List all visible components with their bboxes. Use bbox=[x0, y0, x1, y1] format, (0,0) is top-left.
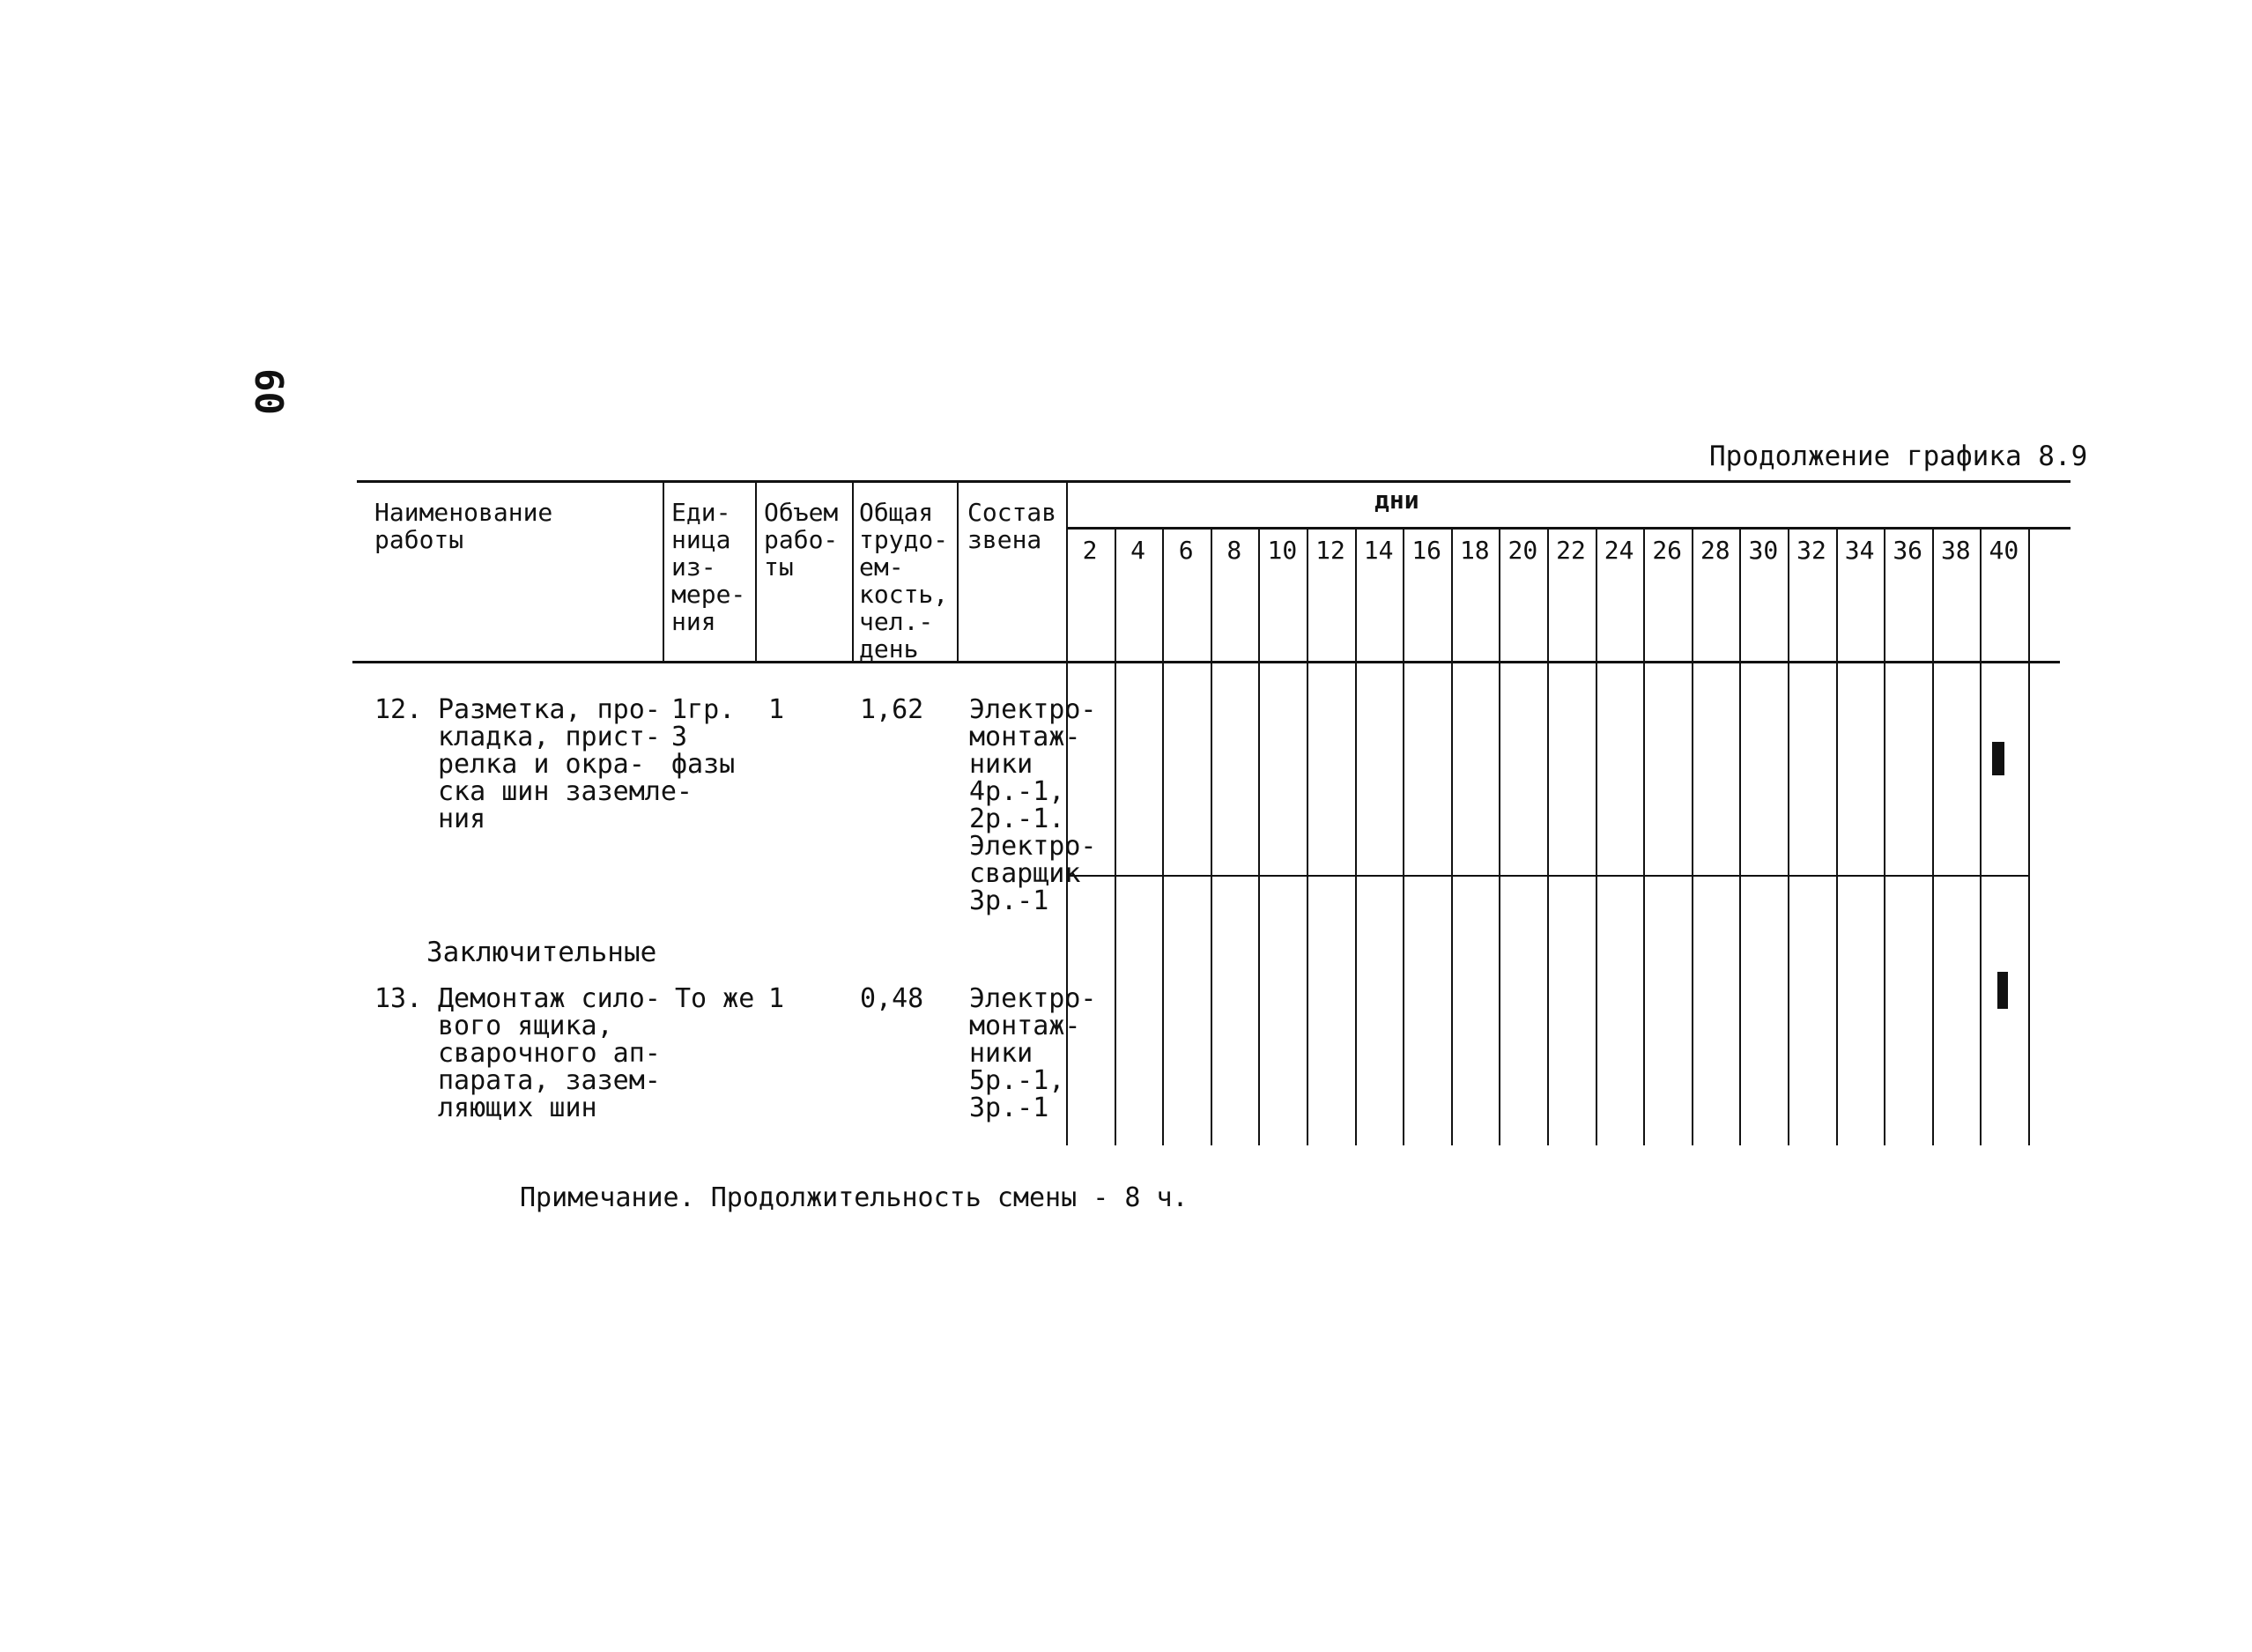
day-label-32: 32 bbox=[1796, 536, 1826, 565]
day-grid-line bbox=[1836, 527, 1838, 1145]
day-label-12: 12 bbox=[1315, 536, 1345, 565]
col-divider-labor bbox=[852, 480, 854, 663]
row-unit: То же bbox=[675, 983, 755, 1014]
day-grid-line bbox=[1932, 527, 1934, 1145]
day-grid-line bbox=[2028, 527, 2030, 1145]
row-number: 13. bbox=[374, 983, 423, 1014]
day-label-4: 4 bbox=[1130, 536, 1146, 565]
row-separator-rule bbox=[1068, 875, 2030, 877]
day-grid-line bbox=[1211, 527, 1212, 1145]
day-label-14: 14 bbox=[1363, 536, 1394, 565]
row-labor: 0,48 bbox=[860, 983, 924, 1014]
day-grid-line bbox=[1884, 527, 1885, 1145]
schedule-title: Продолжение графика 8.9 bbox=[1709, 441, 2088, 472]
day-grid-line bbox=[1980, 527, 1982, 1145]
day-label-2: 2 bbox=[1082, 536, 1098, 565]
page-number: 60 bbox=[246, 368, 291, 415]
day-grid-line bbox=[1596, 527, 1597, 1145]
day-label-8: 8 bbox=[1226, 536, 1242, 565]
header-crew: Состав звена bbox=[967, 498, 1057, 554]
header-labor: Общая трудо- ем- кость, чел.- день bbox=[859, 498, 949, 663]
row-volume: 1 bbox=[768, 694, 785, 725]
col-divider-unit bbox=[663, 480, 664, 663]
day-label-10: 10 bbox=[1267, 536, 1298, 565]
day-label-28: 28 bbox=[1700, 536, 1730, 565]
day-label-16: 16 bbox=[1411, 536, 1442, 565]
table-top-rule bbox=[357, 480, 2071, 483]
day-label-6: 6 bbox=[1178, 536, 1194, 565]
header-unit: Еди- ница из- мере- ния bbox=[671, 498, 746, 636]
row-name: Демонтаж сило- вого ящика, сварочного ап- парата, зазем- ляющих шин bbox=[438, 983, 661, 1123]
day-label-24: 24 bbox=[1604, 536, 1634, 565]
day-grid-line bbox=[1355, 527, 1357, 1145]
row-volume: 1 bbox=[768, 983, 785, 1014]
day-grid-line bbox=[1499, 527, 1500, 1145]
day-label-34: 34 bbox=[1844, 536, 1875, 565]
col-divider-crew bbox=[957, 480, 959, 663]
day-label-22: 22 bbox=[1556, 536, 1586, 565]
day-label-30: 30 bbox=[1748, 536, 1779, 565]
day-grid-line bbox=[1258, 527, 1260, 1145]
day-grid-line bbox=[1643, 527, 1645, 1145]
header-volume: Объем рабо- ты bbox=[764, 498, 839, 582]
days-header-rule bbox=[1068, 527, 2071, 530]
day-grid-line bbox=[1403, 527, 1404, 1145]
day-grid-line bbox=[1307, 527, 1308, 1145]
row-unit: 1гр. 3 фазы bbox=[671, 694, 736, 780]
day-label-40: 40 bbox=[1989, 536, 2019, 565]
row-labor: 1,62 bbox=[860, 694, 924, 725]
schedule-bar bbox=[1992, 742, 2004, 775]
day-grid-line bbox=[1162, 527, 1164, 1145]
day-grid-line bbox=[1739, 527, 1741, 1145]
schedule-bar bbox=[1997, 972, 2008, 1009]
day-label-38: 38 bbox=[1940, 536, 1971, 565]
row-name: Разметка, про- кладка, прист- релка и окра- ска шин заземле- ния bbox=[438, 694, 693, 834]
day-label-26: 26 bbox=[1652, 536, 1683, 565]
day-grid-line bbox=[1692, 527, 1693, 1145]
day-grid-line bbox=[1451, 527, 1453, 1145]
section-label: Заключительные bbox=[426, 937, 657, 968]
day-label-36: 36 bbox=[1893, 536, 1923, 565]
day-label-20: 20 bbox=[1508, 536, 1538, 565]
footnote: Примечание. Продолжительность смены - 8 ч. bbox=[520, 1182, 1189, 1213]
day-grid-line bbox=[1788, 527, 1789, 1145]
day-grid-line bbox=[1547, 527, 1549, 1145]
header-name: Наименование работы bbox=[374, 498, 553, 554]
day-label-18: 18 bbox=[1459, 536, 1490, 565]
header-bottom-rule bbox=[352, 661, 2060, 663]
row-crew: Электро- монтаж- ники 5р.-1, 3р.-1 bbox=[969, 983, 1097, 1123]
row-crew: Электро- монтаж- ники 4р.-1, 2р.-1. Электро- сварщик 3р.-1 bbox=[969, 694, 1097, 916]
header-days: дни bbox=[1374, 485, 1419, 515]
day-grid-line bbox=[1115, 527, 1116, 1145]
row-number: 12. bbox=[374, 694, 423, 725]
col-divider-volume bbox=[755, 480, 757, 663]
